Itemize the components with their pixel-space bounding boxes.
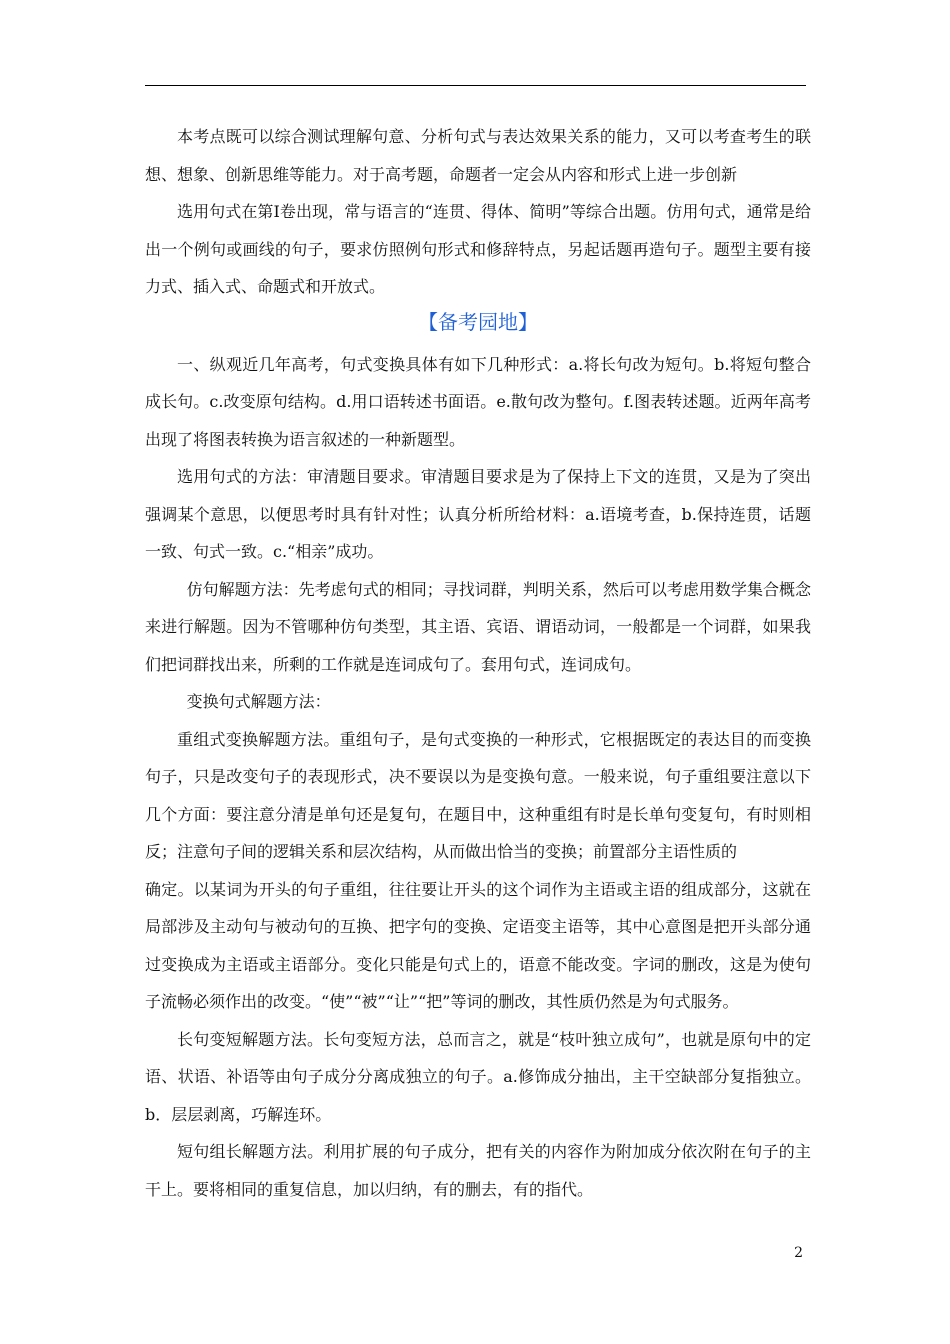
body-paragraph-imitate: 仿句解题方法：先考虑句式的相同；寻找词群，判明关系，然后可以考虑用数学集合概念来进行解题。因为不管哪种仿句类型，其主语、宾语、谓语动词，一般都是一个词群，如果我们把词群找出来，所剩的工作就是连词成句了。套用句式，连词成句。	[145, 579, 811, 674]
body-paragraph-transform-title: 变换句式解题方法：	[186, 692, 331, 711]
body-paragraph-forms: 一、纵观近几年高考，句式变换具体有如下几种形式：a.将长句改为短句。b.将短句整合成长句。c.改变原句结构。d.用口语转述书面语。e.散句改为整句。f.图表转述题。近两年高考出现了将图表转换为语言叙述的一种新题型。	[145, 354, 811, 449]
header-rule	[145, 85, 806, 86]
body-paragraph-restructure-cont: 确定。以某词为开头的句子重组，往往要让开头的这个词作为主语或主语的组成部分，这就在局部涉及主动句与被动句的互换、把字句的变换、定语变主语等，其中心意图是把开头部分通过变换成为主语或主语部分。变化只能是句式上的，语意不能改变。字词的删改，这是为使句子流畅必须作出的改变。“使”“被”“让”“把”等词的删改，其性质仍然是为句式服务。	[145, 879, 811, 1011]
body-paragraph-long-to-short: 长句变短解题方法。长句变短方法，总而言之，就是“枝叶独立成句”，也就是原句中的定语、状语、补语等由句子成分分离成独立的句子。a.修饰成分抽出，主干空缺部分复指独立。b．层层剥离，巧解连环。	[145, 1029, 811, 1124]
document-body	[145, 118, 811, 1208]
body-paragraph-choose: 选用句式的方法：审清题目要求。审清题目要求是为了保持上下文的连贯，又是为了突出强调某个意思，以便思考时具有针对性；认真分析所给材料：a.语境考查，b.保持连贯，话题一致、句式一致。c.“相亲”成功。	[145, 467, 811, 561]
page-number: 2	[794, 1245, 803, 1261]
intro-paragraph-2: 选用句式在第Ⅰ卷出现，常与语言的“连贯、得体、简明”等综合出题。仿用句式，通常是给出一个例句或画线的句子，要求仿照例句形式和修辞特点，另起话题再造句子。题型主要有接力式、插入式、命题式和开放式。	[145, 202, 811, 296]
intro-paragraph-1: 本考点既可以综合测试理解句意、分析句式与表达效果关系的能力，又可以考查考生的联想、想象、创新思维等能力。对于高考题，命题者一定会从内容和形式上进一步创新	[145, 127, 811, 184]
body-paragraph-short-to-long: 短句组长解题方法。利用扩展的句子成分，把有关的内容作为附加成分依次附在句子的主干上。要将相同的重复信息，加以归纳，有的删去，有的指代。	[145, 1142, 811, 1199]
body-paragraph-restructure: 重组式变换解题方法。重组句子，是句式变换的一种形式，它根据既定的表达目的而变换句子，只是改变句子的表现形式，决不要误以为是变换句意。一般来说，句子重组要注意以下几个方面：要注意分清是单句还是复句，在题目中，这种重组有时是长单句变复句，有时则相反；注意句子间的逻辑关系和层次结构，从而做出恰当的变换；前置部分主语性质的	[145, 729, 811, 861]
section-heading: 【备考园地】	[418, 309, 538, 334]
